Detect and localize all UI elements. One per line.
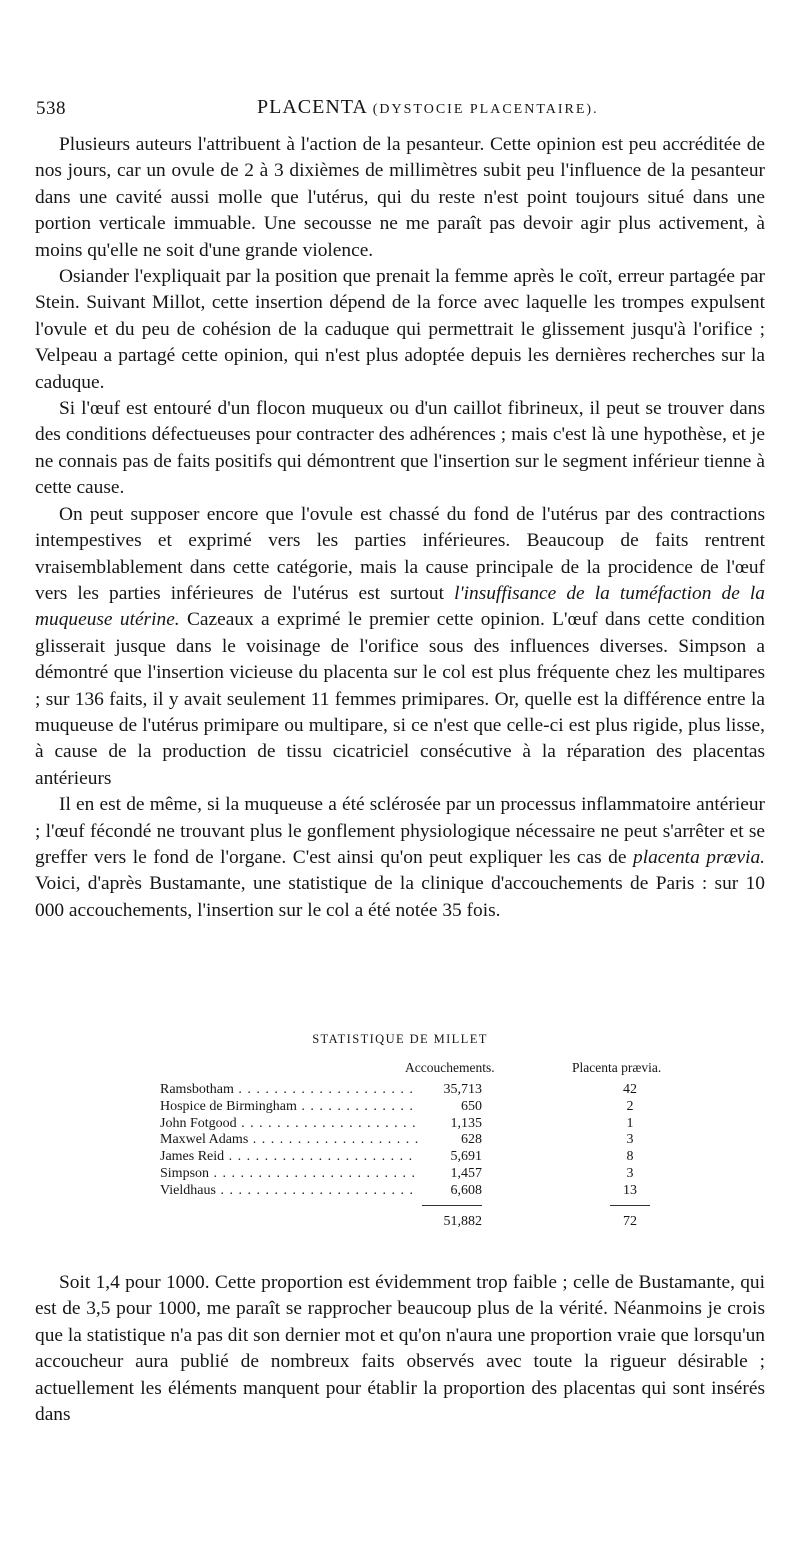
statistics-table — [160, 1060, 720, 1230]
table-header-row — [160, 1060, 720, 1080]
row-placenta: 8 — [626, 1149, 634, 1165]
row-accouchements: 628 — [461, 1132, 482, 1148]
row-accouchements: 1,135 — [450, 1115, 482, 1131]
paragraph: Osiander l'expliquait par la position que prenait la femme après le coït, erreur partagée par Stein. Suivant Millot, cette insertion dépend de la force avec laquelle les trompes expulsent l'ovule et du peu de cohésion de la caduque qui permettrait le glissement jusqu'à l'orifice ; Velpeau a partagé cette opinion, qui n'est plus adoptée depuis les dernières recherches sur la caduque. — [35, 266, 765, 393]
running-head-subtitle: (DYSTOCIE PLACENTAIRE). — [372, 102, 599, 117]
table-row — [160, 1166, 720, 1183]
paragraph: Si l'œuf est entouré d'un flocon muqueux ou d'un caillot fibrineux, il peut se trouver dans des conditions défectueuses pour contracter des adhérences ; mais c'est là une hypothèse, et je ne connais pas de faits positifs qui démontrent que l'insertion sur le segment inférieur tienne à cette cause. — [35, 398, 765, 499]
table-title: STATISTIQUE DE MILLET — [312, 1032, 488, 1046]
total-placenta: 72 — [623, 1213, 637, 1229]
total-rule — [160, 1200, 720, 1210]
paragraph: Soit 1,4 pour 1000. Cette proportion est évidemment trop faible ; celle de Bustamante, qui est de 3,5 pour 1000, me paraît se rapprocher beaucoup plus de la vérité. Néanmoins je crois que la statistique n'a pas dit son dernier mot et qu'on n'aura une proportion vraie que lorsqu'un accoucheur aura publié de nombreux faits observés avec toute la rigueur désirable ; actuellement les éléments manquent pour établir la proportion des placentas qui sont insérés dans — [35, 1272, 765, 1426]
row-accouchements: 650 — [461, 1098, 482, 1114]
table-row — [160, 1149, 720, 1166]
row-placenta: 3 — [626, 1165, 634, 1181]
paragraph-text: Voici, d'après Bustamante, une statistique de la clinique d'accouchements de Paris : sur 10 000 accouchements, l'insertion sur le col a été notée 35 fois. — [35, 873, 765, 921]
table-row — [160, 1116, 720, 1133]
page-header — [32, 96, 772, 124]
table-row — [160, 1082, 720, 1099]
table-row — [160, 1132, 720, 1149]
row-accouchements: 6,608 — [450, 1182, 482, 1198]
table-row — [160, 1099, 720, 1116]
running-head — [257, 96, 599, 119]
row-accouchements: 5,691 — [450, 1149, 482, 1165]
page-number: 538 — [36, 98, 66, 119]
running-head-title: PLACENTA — [257, 96, 367, 118]
paragraph — [35, 792, 765, 924]
row-placenta: 2 — [626, 1098, 634, 1114]
table-row — [160, 1183, 720, 1200]
paragraph — [35, 502, 765, 792]
column-header-accouchements: Accouchements. — [405, 1060, 495, 1075]
paragraph-text: On peut supposer encore que l'ovule est chassé du fond de l'utérus par des contractions intempestives et exprimé vers les parties inférieures. Beaucoup de faits rentrent vraisemblablement dans cette catégorie, mais la cause principale de la procidence de l'œuf vers les parties inférieures de l'utérus est surtout — [35, 503, 765, 604]
total-accouchements: 51,882 — [443, 1213, 482, 1229]
row-name: Maxwel Adams . . . — [160, 1132, 418, 1149]
row-name: James Reid . . . — [160, 1149, 418, 1166]
paragraph: Plusieurs auteurs l'attribuent à l'action de la pesanteur. Cette opinion est peu accréditée de nos jours, car un ovule de 2 à 3 dixièmes de millimètres subit peu l'influence de la pesanteur dans une cavité aussi molle que l'utérus, qui du reste n'est point toujours situé dans une portion verticale immuable. Une secousse ne me paraît pas devoir agir plus activement, à moins qu'elle ne soit d'une grande violence. — [35, 134, 765, 261]
row-accouchements: 1,457 — [450, 1165, 482, 1181]
row-placenta: 42 — [623, 1082, 637, 1097]
row-name: Simpson . . . — [160, 1166, 418, 1183]
row-name: John Fotgood . . . — [160, 1116, 418, 1133]
row-placenta: 3 — [626, 1132, 634, 1148]
emphasis-text: l'insuffisance de la tuméfaction de la muqueuse utérine. — [35, 582, 765, 631]
row-name: Vieldhaus . . . — [160, 1183, 418, 1200]
row-name: Hospice de Birmingham . . . — [160, 1099, 418, 1116]
emphasis-text: placenta prævia. — [633, 846, 765, 868]
row-accouchements: 35,713 — [443, 1082, 482, 1097]
paragraph-text: Cazeaux a exprimé le premier cette opinion. L'œuf dans cette condition glisserait jusque dans le voisinage de l'orifice sous des influences diverses. Simpson a démontré que l'insertion vicieuse du placenta sur le col est plus fréquente chez les multipares ; sur 136 faits, il y avait seulement 11 femmes primipares. Or, quelle est la différence entre la muqueuse de l'utérus primipare ou multipare, si ce n'est que celle-ci est plus rigide, plus lisse, à cause de la production de tissu cicatriciel consécutive à la réparation des placentas antérieurs — [35, 609, 765, 789]
row-placenta: 1 — [626, 1115, 634, 1131]
table-total-row — [160, 1214, 720, 1231]
paragraph-text: Il en est de même, si la muqueuse a été sclérosée par un processus inflammatoire antérieur ; l'œuf fécondé ne trouvant plus le gonflement physiologique nécessaire ne peut s'arrêter et se greffer vers le fond de l'organe. C'est ainsi qu'on peut expliquer les cas de — [35, 794, 765, 868]
column-header-placenta-praevia: Placenta prævia. — [572, 1060, 662, 1075]
body-text-bottom — [35, 1270, 765, 1428]
body-text-top — [35, 132, 765, 924]
row-name: Ramsbotham . . . — [160, 1082, 418, 1099]
row-placenta: 13 — [623, 1182, 637, 1198]
